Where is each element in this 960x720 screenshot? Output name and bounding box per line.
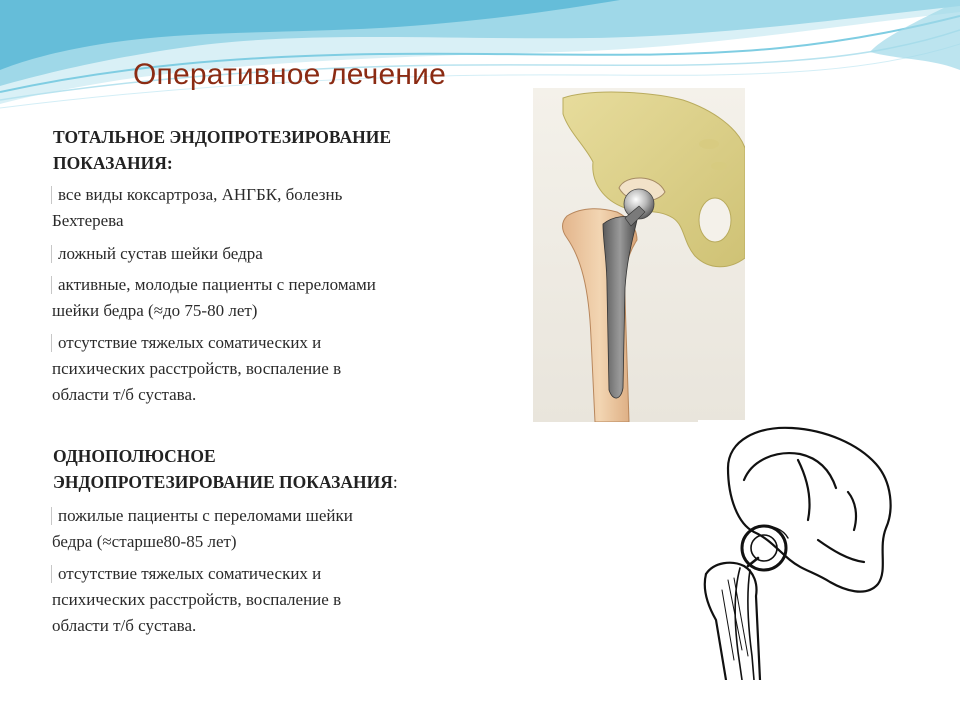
section2-bullet-1: пожилые пациенты с переломами шейки бедра (≈старше80-85 лет)	[52, 503, 353, 555]
section1-heading	[53, 124, 391, 176]
hip-hemiarthroplasty-drawing-icon	[698, 420, 896, 680]
slide-title: Оперативное лечение	[133, 58, 446, 91]
section2-heading: ОДНОПОЛЮСНОЕ ЭНДОПРОТЕЗИРОВАНИЕ ПОКАЗАНИЯ:	[53, 446, 398, 492]
section1-bullet-2: ложный сустав шейки бедра	[52, 241, 263, 267]
section2-heading-line2: ЭНДОПРОТЕЗИРОВАНИЕ ПОКАЗАНИЯ	[53, 472, 393, 492]
section1-bullet-4: отсутствие тяжелых соматических и психических расстройств, воспаление в области т/б сустава.	[52, 330, 341, 408]
section1-heading-line1: ТОТАЛЬНОЕ ЭНДОПРОТЕЗИРОВАНИЕ	[53, 127, 392, 147]
hip-prosthesis-photo-icon	[533, 88, 745, 422]
section2-bullet-2: отсутствие тяжелых соматических и психических расстройств, воспаление в области т/б сустава.	[52, 561, 341, 639]
section2-heading-line1: ОДНОПОЛЮСНОЕ	[53, 446, 216, 466]
section1-heading-line2: ПОКАЗАНИЯ:	[53, 153, 173, 173]
section1-bullet-1: все виды коксартроза, АНГБК, болезнь Бехтерева	[52, 182, 342, 234]
section1-bullet-3: активные, молодые пациенты с переломами шейки бедра (≈до 75-80 лет)	[52, 272, 376, 324]
